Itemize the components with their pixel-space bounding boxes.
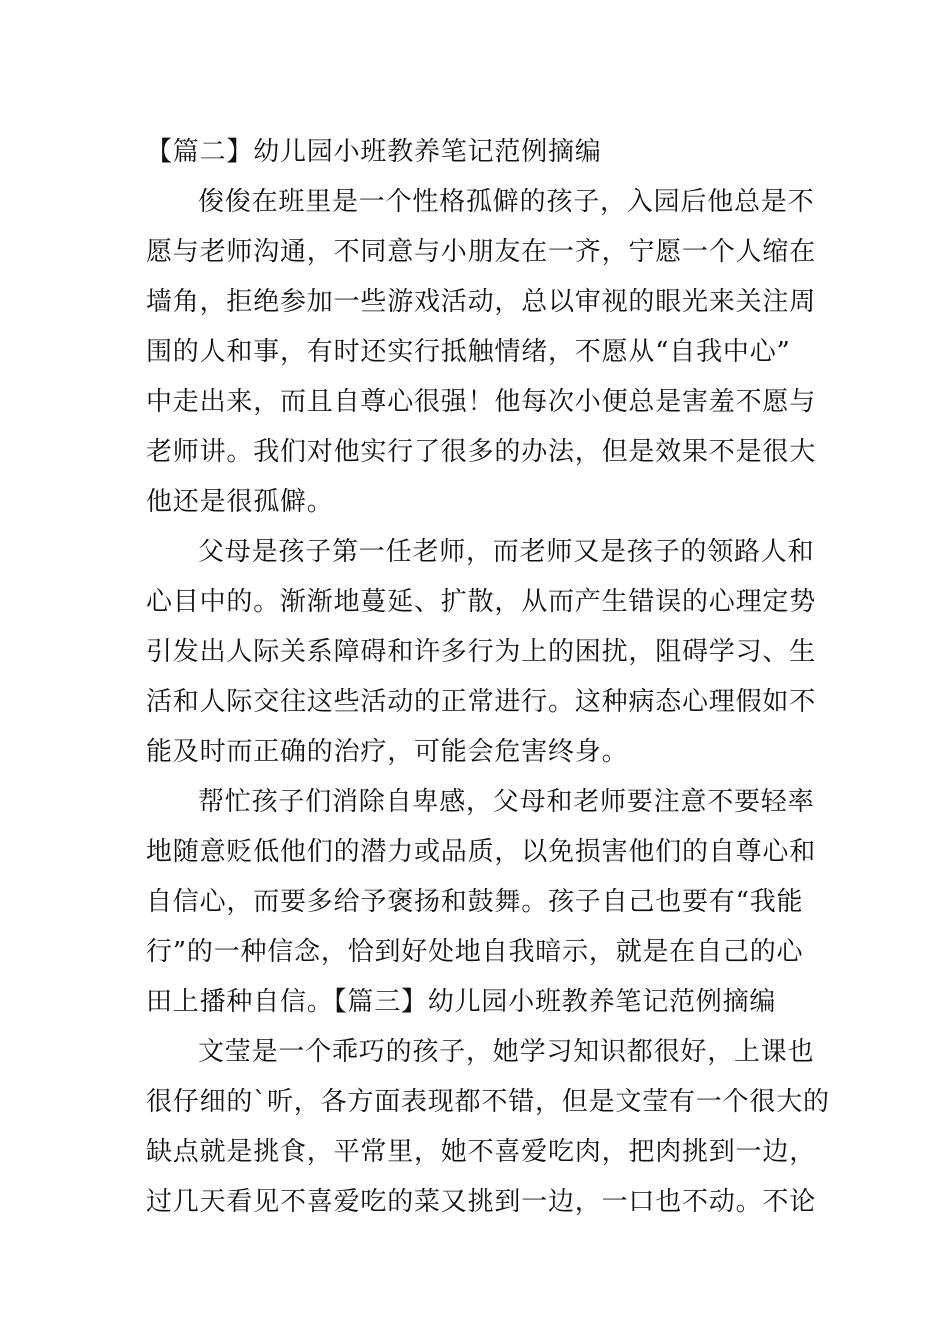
- paragraph-line: 很仔细的`听，各方面表现都不错，但是文莹有一个很大的: [146, 1087, 830, 1117]
- paragraph-line: 围的人和事，有时还实行抵触情绪，不愿从“自我中心”: [146, 337, 791, 367]
- paragraph-line: 文莹是一个乖巧的孩子，她学习知识都很好，上课也: [198, 1037, 815, 1067]
- paragraph-line: 自信心，而要多给予褒扬和鼓舞。孩子自己也要有“我能: [146, 887, 804, 917]
- paragraph-line: 行”的一种信念，恰到好处地自我暗示，就是在自己的心: [146, 937, 804, 967]
- paragraph-line: 帮忙孩子们消除自卑感，父母和老师要注意不要轻率: [198, 787, 815, 817]
- paragraph-line: 田上播种自信。【篇三】幼儿园小班教养笔记范例摘编: [146, 987, 777, 1017]
- paragraph-line: 他还是很孤僻。: [146, 487, 334, 517]
- paragraph-line: 中走出来，而且自尊心很强！他每次小便总是害羞不愿与: [146, 387, 817, 417]
- document-body: [146, 127, 830, 1227]
- paragraph-line: 能及时而正确的治疗，可能会危害终身。: [146, 737, 629, 767]
- paragraph-line: 俊俊在班里是一个性格孤僻的孩子，入园后他总是不: [198, 187, 815, 217]
- paragraph-line: 愿与老师沟通，不同意与小朋友在一齐，宁愿一个人缩在: [146, 237, 817, 267]
- paragraph-line: 父母是孩子第一任老师，而老师又是孩子的领路人和: [198, 537, 815, 567]
- paragraph-line: 活和人际交往这些活动的正常进行。这种病态心理假如不: [146, 687, 817, 717]
- paragraph-line: 地随意贬低他们的潜力或品质，以免损害他们的自尊心和: [146, 837, 817, 867]
- paragraph-line: 墙角，拒绝参加一些游戏活动，总以审视的眼光来关注周: [146, 287, 817, 317]
- section-heading: 【篇二】幼儿园小班教养笔记范例摘编: [146, 137, 602, 167]
- paragraph-line: 缺点就是挑食，平常里，她不喜爱吃肉，把肉挑到一边，: [146, 1137, 817, 1167]
- paragraph-line: 过几天看见不喜爱吃的菜又挑到一边，一口也不动。不论: [146, 1187, 817, 1217]
- paragraph-line: 心目中的。渐渐地蔓延、扩散，从而产生错误的心理定势: [146, 587, 817, 617]
- paragraph-line: 引发出人际关系障碍和许多行为上的困扰，阻碍学习、生: [146, 637, 817, 667]
- paragraph-line: 老师讲。我们对他实行了很多的办法，但是效果不是很大: [146, 437, 817, 467]
